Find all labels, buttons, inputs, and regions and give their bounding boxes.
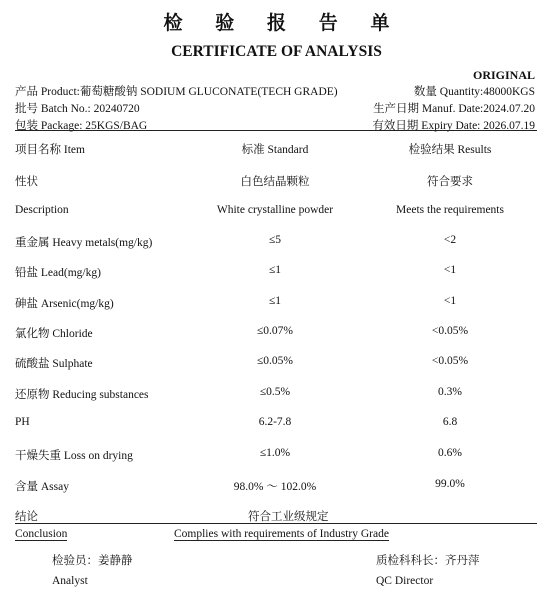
row-item: 干燥失重 Loss on drying <box>15 450 133 462</box>
row-standard: 白色结晶颗粒 <box>240 176 310 188</box>
row-result: 99.0% <box>435 478 465 490</box>
manuf-date-field: 生产日期 Manuf. Date:2024.07.20 <box>373 103 535 115</box>
table-row <box>0 447 553 467</box>
director-signature-cn: 质检科科长：齐丹萍 <box>376 555 480 567</box>
table-row <box>0 416 553 436</box>
header-item: 项目名称 Item <box>15 144 85 156</box>
row-standard: 6.2-7.8 <box>258 416 292 428</box>
row-result: Meets the requirements <box>396 204 504 216</box>
row-item: PH <box>15 416 30 428</box>
row-standard: ≤0.05% <box>256 355 294 367</box>
row-result: <2 <box>443 234 457 246</box>
table-row <box>0 295 553 315</box>
table-row <box>0 173 553 193</box>
conclusion-value-cn: 符合工业级规定 <box>248 511 329 523</box>
table-row <box>0 386 553 406</box>
row-result: <1 <box>443 295 457 307</box>
row-item: Description <box>15 204 69 216</box>
document-title-cn: 检 验 报 告 单 <box>163 13 404 34</box>
row-item: 重金属 Heavy metals(mg/kg) <box>15 237 153 249</box>
row-standard: ≤5 <box>268 234 282 246</box>
document-title-en: CERTIFICATE OF ANALYSIS <box>171 43 382 60</box>
row-standard: ≤1.0% <box>259 447 291 459</box>
row-standard: ≤0.5% <box>259 386 291 398</box>
conclusion-label-cn: 结论 <box>15 511 38 523</box>
product-field: 产品 Product:葡萄糖酸钠 SODIUM GLUCONATE(TECH GRADE) <box>15 86 338 98</box>
header-divider <box>15 130 537 131</box>
row-result: 符合要求 <box>427 176 473 188</box>
row-item: 硫酸盐 Sulphate <box>15 358 93 370</box>
row-standard: White crystalline powder <box>216 204 334 216</box>
batch-field: 批号 Batch No.: 20240720 <box>15 103 140 115</box>
table-row <box>0 478 553 498</box>
row-result: 0.6% <box>438 447 462 459</box>
conclusion-value-en: Complies with requirements of Industry Grade <box>174 528 389 540</box>
analyst-signature-cn: 检验员：姜静静 <box>52 555 133 567</box>
original-mark: ORIGINAL <box>472 68 535 82</box>
table-row <box>0 355 553 375</box>
row-result: 0.3% <box>438 386 462 398</box>
conclusion-divider <box>15 523 537 524</box>
quantity-field: 数量 Quantity:48000KGS <box>413 86 535 98</box>
row-item: 砷盐 Arsenic(mg/kg) <box>15 298 114 310</box>
package-field: 包装 Package: 25KGS/BAG <box>15 120 148 132</box>
table-row <box>0 264 553 284</box>
row-result: <1 <box>443 264 457 276</box>
row-item: 还原物 Reducing substances <box>15 389 149 401</box>
director-label-en: QC Director <box>376 575 434 587</box>
row-result: 6.8 <box>442 416 458 428</box>
table-header-row <box>0 141 553 161</box>
header-standard: 标准 Standard <box>241 144 309 156</box>
expiry-date-field: 有效日期 Expiry Date: 2026.07.19 <box>372 120 535 132</box>
analyst-label-en: Analyst <box>52 575 88 587</box>
row-item: 氯化物 Chloride <box>15 328 93 340</box>
table-row <box>0 234 553 254</box>
table-row <box>0 325 553 345</box>
row-result: <0.05% <box>431 355 469 367</box>
conclusion-label-en: Conclusion <box>15 528 68 540</box>
row-item: 铅盐 Lead(mg/kg) <box>15 267 101 279</box>
row-standard: ≤1 <box>268 264 282 276</box>
row-result: <0.05% <box>431 325 469 337</box>
header-results: 检验结果 Results <box>408 144 492 156</box>
row-item: 含量 Assay <box>15 481 69 493</box>
row-item: 性状 <box>15 176 38 188</box>
row-standard: ≤0.07% <box>256 325 294 337</box>
table-row <box>0 204 553 224</box>
row-standard: 98.0% ～ 102.0% <box>233 481 317 493</box>
row-standard: ≤1 <box>268 295 282 307</box>
